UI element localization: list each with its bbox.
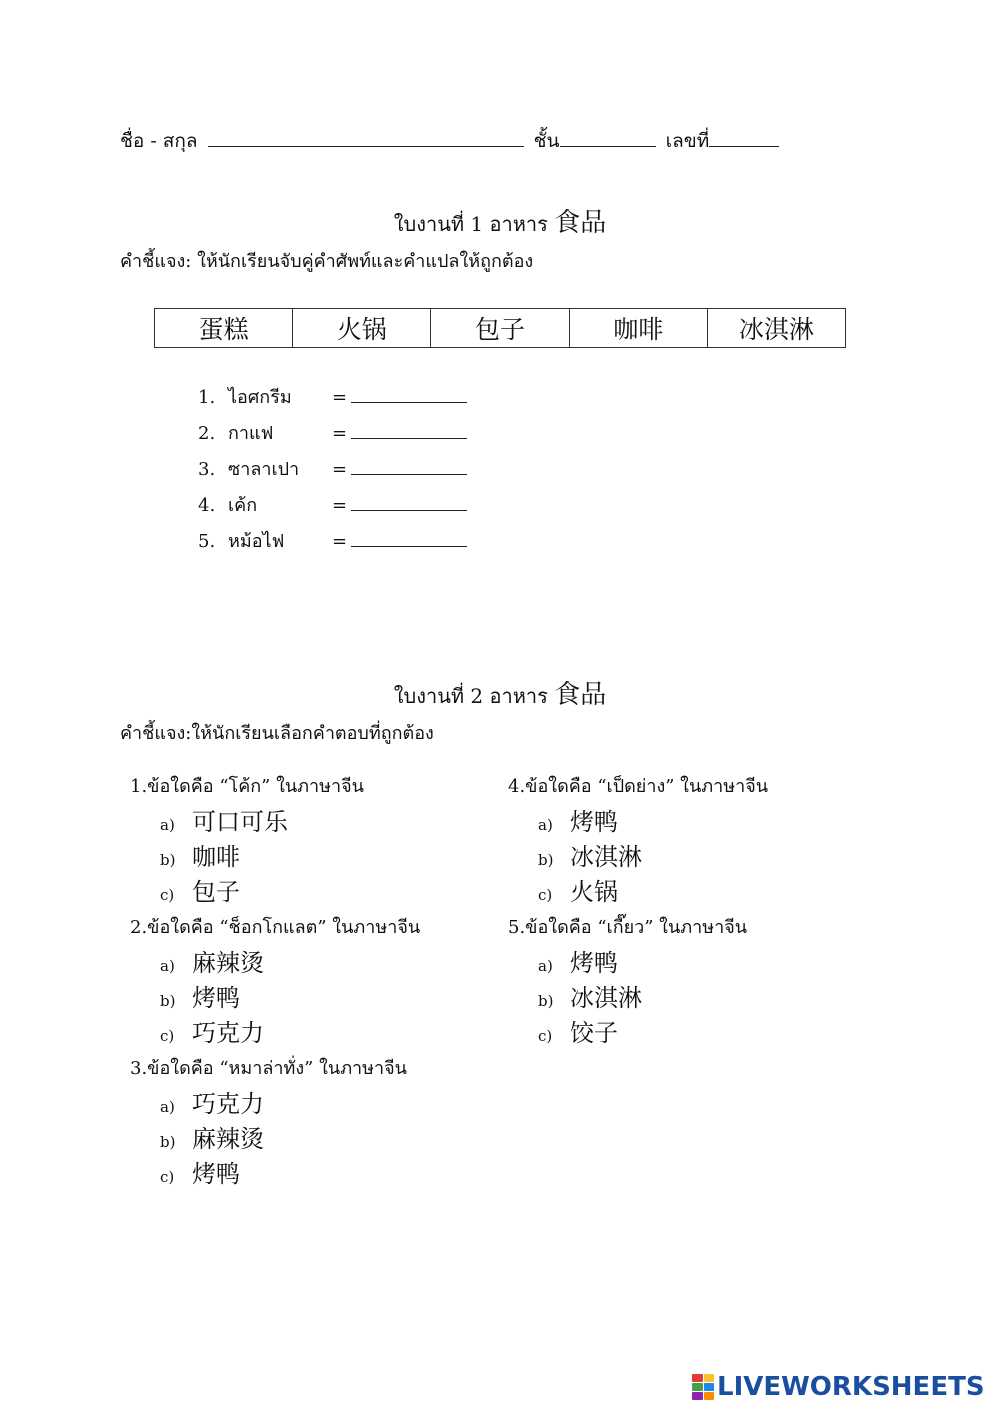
answer-option[interactable] xyxy=(160,1013,264,1048)
worksheet2-title-cn: 食品 xyxy=(554,680,607,710)
question: 4.ข้อใดคือ “เป็ดย่าง” ในภาษาจีน xyxy=(508,776,769,797)
worksheet1-title-thai: ใบงานที่ 1 อาหาร xyxy=(393,212,548,236)
answer-field[interactable] xyxy=(351,384,467,403)
question: 3.ข้อใดคือ “หมาล่าทั่ง” ในภาษาจีน xyxy=(130,1058,407,1079)
match-item xyxy=(198,526,467,556)
answer-option[interactable] xyxy=(538,943,618,978)
option-value: 冰淇淋 xyxy=(570,984,642,1012)
option-label: b) xyxy=(538,851,554,869)
answer-option[interactable] xyxy=(538,802,618,837)
word-bank-item: 火锅 xyxy=(293,309,431,347)
match-number: 3. xyxy=(198,459,216,480)
worksheet1-title-cn: 食品 xyxy=(554,208,607,238)
match-number: 5. xyxy=(198,531,216,552)
answer-field[interactable] xyxy=(351,492,467,511)
answer-option[interactable] xyxy=(538,837,642,872)
match-item xyxy=(198,418,467,448)
answer-option[interactable] xyxy=(160,1119,264,1154)
option-value: 烤鸭 xyxy=(570,949,618,977)
worksheet2-title xyxy=(0,674,1000,712)
answer-option[interactable] xyxy=(538,1013,618,1048)
worksheet1-instruction: คำชี้แจง: ให้นักเรียนจับคู่คำศัพท์และคำแปลให้ถูกต้อง xyxy=(120,251,534,272)
word-bank-item: 蛋糕 xyxy=(155,309,293,347)
match-word: กาแฟ xyxy=(228,423,274,444)
answer-option[interactable] xyxy=(538,978,642,1013)
name-field[interactable] xyxy=(208,128,524,147)
student-info-row xyxy=(120,126,783,156)
option-label: a) xyxy=(160,1098,175,1116)
match-word: หม้อไฟ xyxy=(228,531,285,552)
option-value: 烤鸭 xyxy=(192,1160,240,1188)
match-word: ไอศกรีม xyxy=(228,387,292,408)
option-value: 烤鸭 xyxy=(570,808,618,836)
match-item xyxy=(198,382,467,412)
word-bank-item: 包子 xyxy=(431,309,569,347)
option-label: b) xyxy=(160,992,176,1010)
match-number: 4. xyxy=(198,495,216,516)
option-value: 冰淇淋 xyxy=(570,843,642,871)
word-bank-item: 咖啡 xyxy=(570,309,708,347)
option-label: b) xyxy=(160,1133,176,1151)
logo-text: LIVEWORKSHEETS xyxy=(717,1372,985,1402)
question: 2.ข้อใดคือ “ช็อกโกแลต” ในภาษาจีน xyxy=(130,917,421,938)
option-label: c) xyxy=(538,1027,553,1045)
equals-sign: = xyxy=(332,423,348,444)
equals-sign: = xyxy=(332,459,348,480)
match-number: 1. xyxy=(198,387,216,408)
answer-field[interactable] xyxy=(351,528,467,547)
option-label: c) xyxy=(160,1027,175,1045)
answer-field[interactable] xyxy=(351,420,467,439)
answer-option[interactable] xyxy=(160,837,240,872)
word-bank-item: 冰淇淋 xyxy=(738,315,814,344)
option-label: a) xyxy=(538,957,553,975)
worksheet2-title-thai: ใบงานที่ 2 อาหาร xyxy=(393,684,548,708)
option-label: a) xyxy=(160,816,175,834)
word-bank xyxy=(154,308,846,348)
option-value: 饺子 xyxy=(570,1019,618,1047)
match-item xyxy=(198,490,467,520)
answer-option[interactable] xyxy=(160,1084,264,1119)
option-label: c) xyxy=(160,886,175,904)
option-value: 巧克力 xyxy=(192,1090,264,1118)
question: 5.ข้อใดคือ “เกี๊ยว” ในภาษาจีน xyxy=(508,917,748,938)
option-value: 火锅 xyxy=(570,878,618,906)
logo-icon xyxy=(692,1374,714,1400)
equals-sign: = xyxy=(332,387,348,408)
class-field[interactable] xyxy=(560,128,656,147)
match-word: เค้ก xyxy=(228,495,258,516)
answer-option[interactable] xyxy=(160,872,240,907)
number-label: เลขที่ xyxy=(665,130,710,152)
option-value: 可口可乐 xyxy=(192,808,288,836)
option-value: 麻辣烫 xyxy=(192,1125,264,1153)
answer-option[interactable] xyxy=(538,872,618,907)
equals-sign: = xyxy=(332,531,348,552)
answer-field[interactable] xyxy=(351,456,467,475)
class-label: ชั้น xyxy=(533,130,560,152)
option-label: a) xyxy=(160,957,175,975)
option-label: a) xyxy=(538,816,553,834)
match-word: ซาลาเปา xyxy=(228,459,300,480)
option-label: c) xyxy=(160,1168,175,1186)
option-label: b) xyxy=(160,851,176,869)
option-value: 烤鸭 xyxy=(192,984,240,1012)
answer-option[interactable] xyxy=(160,802,288,837)
option-label: c) xyxy=(538,886,553,904)
worksheet1-title xyxy=(0,202,1000,240)
option-value: 包子 xyxy=(192,878,240,906)
answer-option[interactable] xyxy=(160,978,240,1013)
answer-option[interactable] xyxy=(160,1154,240,1189)
option-value: 麻辣烫 xyxy=(192,949,264,977)
equals-sign: = xyxy=(332,495,348,516)
match-item xyxy=(198,454,467,484)
number-field[interactable] xyxy=(709,128,779,147)
worksheet2-instruction: คำชี้แจง:ให้นักเรียนเลือกคำตอบที่ถูกต้อง xyxy=(120,723,434,744)
answer-option[interactable] xyxy=(160,943,264,978)
question: 1.ข้อใดคือ “โค้ก” ในภาษาจีน xyxy=(130,776,364,797)
option-value: 巧克力 xyxy=(192,1019,264,1047)
option-label: b) xyxy=(538,992,554,1010)
name-label: ชื่อ - สกุล xyxy=(120,130,198,152)
option-value: 咖啡 xyxy=(192,843,240,871)
match-number: 2. xyxy=(198,423,216,444)
liveworksheets-logo xyxy=(692,1372,985,1402)
